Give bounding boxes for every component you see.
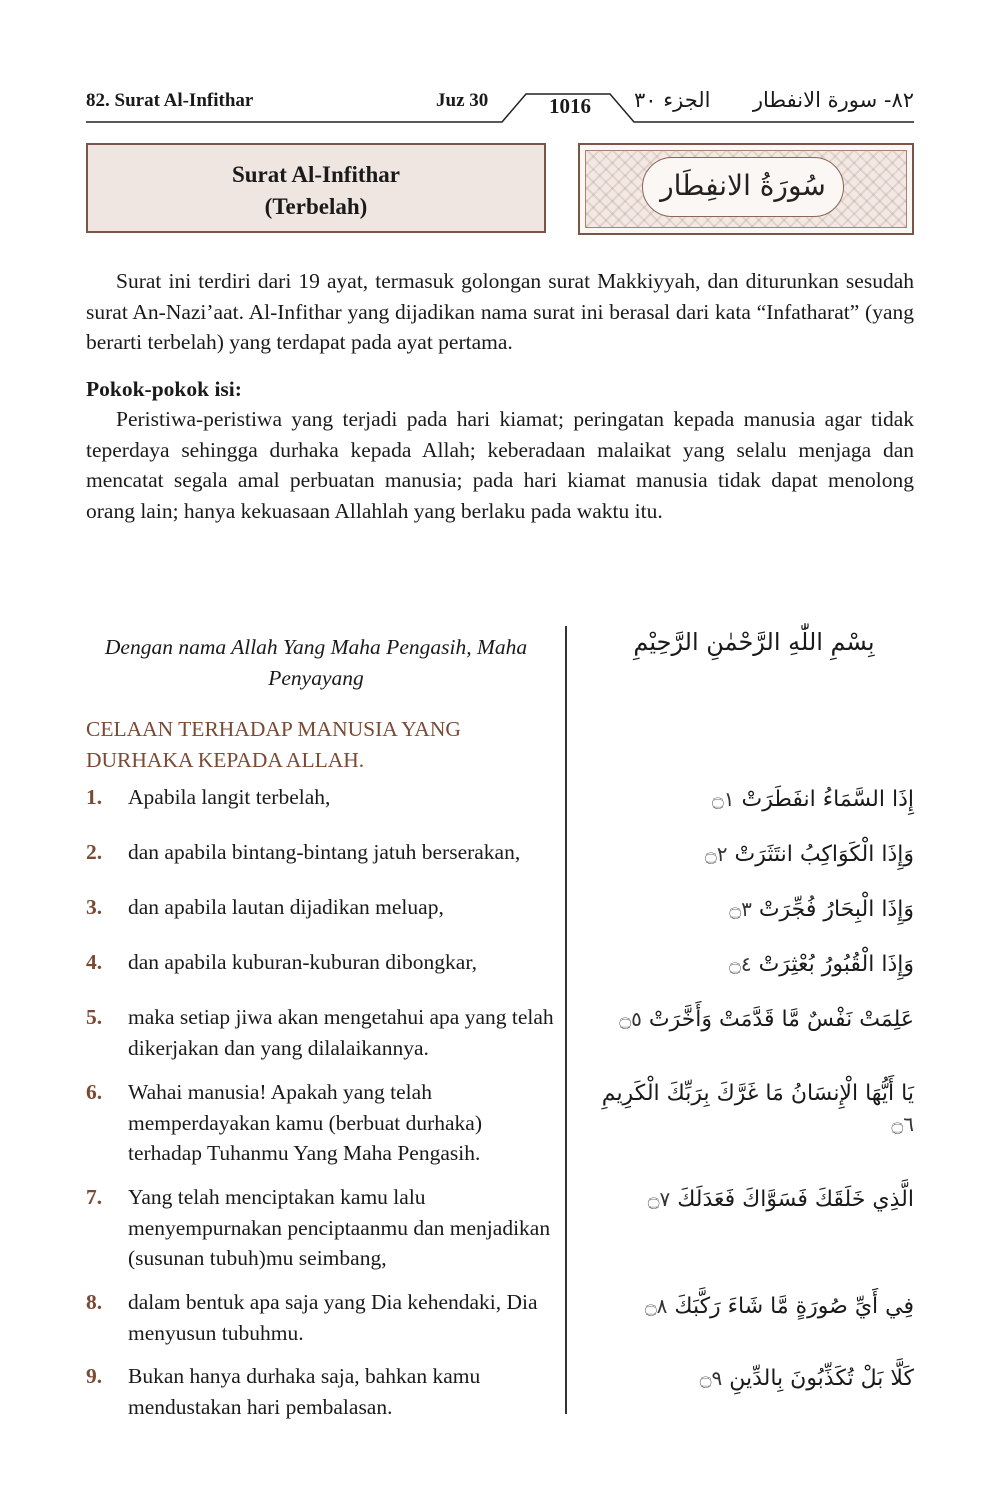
verse-arabic: [584, 1004, 914, 1035]
verse-number: 7.: [86, 1185, 103, 1209]
basmala-translation: Dengan nama Allah Yang Maha Pengasih, Maha Penyayang: [104, 635, 528, 690]
verse-arabic: [584, 784, 914, 815]
surah-arabic-title: سُورَةُ الانفِطَار: [642, 157, 844, 217]
header-juz: Juz 30: [436, 90, 489, 111]
verse-arabic-text: إِذَا السَّمَاءُ انفَطَرَتْ: [741, 787, 914, 812]
verse-number: 8.: [86, 1290, 103, 1314]
verse-arabic-text: وَإِذَا الْقُبُورُ بُعْثِرَتْ: [758, 952, 914, 977]
surah-title-box: [86, 143, 546, 233]
pokok-heading: Pokok-pokok isi:: [86, 376, 242, 401]
verse-number: 6.: [86, 1080, 103, 1104]
verse-translation: Yang telah menciptakan kamu lalu menyempurnakan penciptaanmu dan menjadikan (susunan tubuh)mu seimbang,: [128, 1185, 551, 1270]
ayah-marker: ۝٧: [647, 1187, 671, 1211]
verse-arabic: [584, 894, 914, 925]
ayah-marker: ۝٤: [729, 952, 752, 976]
header-juz-arabic: الجزء ٣٠: [634, 88, 711, 112]
header-surah-arabic: ٨٢- سورة الانفطار: [752, 88, 914, 112]
ayah-marker: ۝٨: [644, 1294, 668, 1318]
verse-arabic-text: كَلَّا بَلْ تُكَذِّبُونَ بِالدِّينِ: [729, 1366, 914, 1391]
intro-section: [86, 266, 914, 526]
verse-translation: dan apabila bintang-bintang jatuh berserakan,: [128, 840, 521, 864]
verse-number: 1.: [86, 785, 103, 809]
ayah-marker: ۝٥: [619, 1007, 642, 1031]
verse-arabic: [584, 1184, 914, 1215]
section-title: CELAAN TERHADAP MANUSIA YANG DURHAKA KEPADA ALLAH.: [86, 717, 461, 772]
verse-number: 5.: [86, 1005, 103, 1029]
verse-arabic: [584, 1363, 914, 1394]
verse-number: 3.: [86, 895, 103, 919]
ayah-marker: ۝٦: [891, 1112, 914, 1136]
verse-translation: Bukan hanya durhaka saja, bahkan kamu mendustakan hari pembalasan.: [128, 1364, 481, 1419]
ayah-marker: ۝٩: [699, 1366, 723, 1390]
ayah-marker: ۝٣: [729, 897, 752, 921]
verse-translation: Wahai manusia! Apakah yang telah memperdayakan kamu (berbuat durhaka) terhadap Tuhanmu Yang Maha Pengasih.: [128, 1080, 482, 1165]
verse-arabic-text: عَلِمَتْ نَفْسٌ مَّا قَدَّمَتْ وَأَخَّرَتْ: [648, 1007, 914, 1032]
verse-translation: maka setiap jiwa akan mengetahui apa yang telah dikerjakan dan yang dilalaikannya.: [128, 1005, 554, 1060]
pokok-text: Peristiwa-peristiwa yang terjadi pada hari kiamat; peringatan kepada manusia agar tidak teperdaya sehingga durhaka kepada Allah; keberadaan malaikat yang selalu menjaga dan mencatat segala amal perbuatan manusia; pada hari kiamat manusia tidak dapat menolong orang lain; hanya kekuasaan Allahlah yang berlaku pada waktu itu.: [86, 407, 914, 523]
ayah-marker: ۝١: [712, 787, 735, 811]
basmala-arabic: بِسْمِ اللّٰهِ الرَّحْمٰنِ الرَّحِيْمِ: [633, 628, 875, 656]
verse-arabic-text: يَا أَيُّهَا الْإِنسَانُ مَا غَرَّكَ بِرَبِّكَ الْكَرِيمِ: [601, 1081, 914, 1106]
verse-translation: Apabila langit terbelah,: [128, 785, 331, 809]
column-divider: [565, 626, 567, 1414]
surah-subtitle: (Terbelah): [264, 194, 368, 219]
verse-translation: dan apabila lautan dijadikan meluap,: [128, 895, 444, 919]
verse-number: 2.: [86, 840, 103, 864]
verse-arabic-text: وَإِذَا الْكَوَاكِبُ انتَثَرَتْ: [734, 842, 914, 867]
verse-translation: dan apabila kuburan-kuburan dibongkar,: [128, 950, 477, 974]
verse-arabic: [584, 1079, 914, 1140]
verse-number: 9.: [86, 1364, 103, 1388]
verse-arabic-text: الَّذِي خَلَقَكَ فَسَوَّاكَ فَعَدَلَكَ: [677, 1187, 914, 1212]
intro-paragraph: Surat ini terdiri dari 19 ayat, termasuk golongan surat Makkiyyah, dan diturunkan sesudah surat An-Nazi’aat. Al-Infithar yang dijadikan nama surat ini berasal dari kata “Infatharat” (yang berarti terbelah) yang terdapat pada ayat pertama.: [86, 269, 914, 354]
header-surah-name: 82. Surat Al-Infithar: [86, 90, 254, 111]
verse-translation: dalam bentuk apa saja yang Dia kehendaki, Dia menyusun tubuhmu.: [128, 1290, 538, 1345]
verse-arabic-text: فِي أَيِّ صُورَةٍ مَّا شَاءَ رَكَّبَكَ: [674, 1294, 914, 1319]
page-number: 1016: [549, 94, 591, 118]
verse-number: 4.: [86, 950, 103, 974]
ayah-marker: ۝٢: [705, 842, 728, 866]
verse-arabic: [584, 839, 914, 870]
page-header: [86, 86, 914, 126]
verse-arabic-text: وَإِذَا الْبِحَارُ فُجِّرَتْ: [758, 897, 914, 922]
surah-ornament-box: [578, 143, 914, 235]
verse-arabic: [584, 949, 914, 980]
surah-title: Surat Al-Infithar: [231, 162, 401, 187]
verse-arabic: [584, 1291, 914, 1322]
